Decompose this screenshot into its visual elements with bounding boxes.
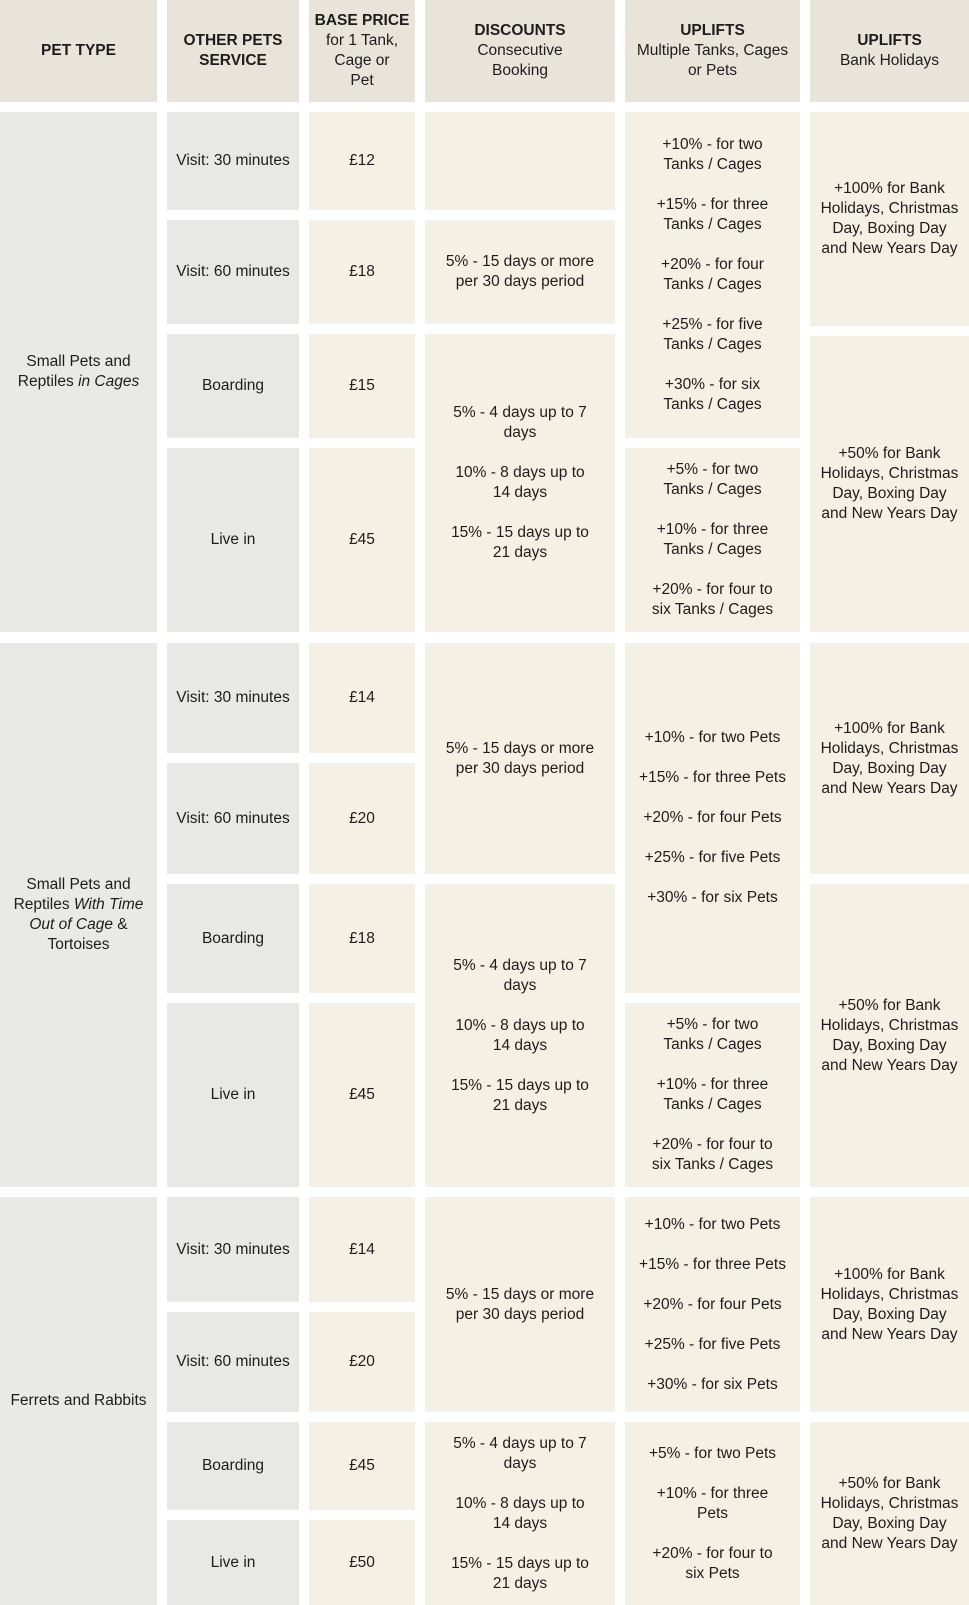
price-value: £45	[349, 1457, 375, 1474]
discount-line: 15% - 15 days up to 21 days	[451, 1076, 589, 1114]
pet-type-text: Small Pets and Reptiles With Time Out of Cage & Tortoises	[13, 876, 144, 953]
uplift-bank-text: +50% for Bank Holidays, Christmas Day, Boxing Day and New Years Day	[820, 445, 959, 522]
uplift-bank-cell	[810, 1197, 969, 1412]
price-cell	[309, 448, 415, 632]
uplift-line: +10% - for two Tanks / Cages	[662, 136, 763, 173]
header-base-price-sub3: Pet	[350, 72, 374, 89]
service-label: Visit: 30 minutes	[176, 152, 290, 169]
uplift-bank-cell	[810, 643, 969, 874]
header-pet-type-title: PET TYPE	[41, 42, 116, 59]
uplift-line: +15% - for three Pets	[639, 769, 786, 786]
pet-type-cell	[0, 112, 157, 632]
header-uplifts-bank-sub1: Bank Holidays	[839, 52, 940, 69]
header-service	[167, 0, 299, 102]
uplift-line: +5% - for two Tanks / Cages	[663, 1016, 762, 1053]
uplift-line: +20% - for four to six Tanks / Cages	[651, 1136, 774, 1173]
price-value: £18	[349, 263, 375, 280]
service-label: Visit: 60 minutes	[176, 809, 290, 827]
service-cell	[167, 643, 299, 753]
price-cell	[309, 1197, 415, 1302]
service-label: Visit: 30 minutes	[176, 1240, 290, 1258]
header-base-price-title: BASE PRICE	[314, 12, 410, 29]
header-pet-type	[0, 0, 157, 102]
discount-line: 15% - 15 days up to 21 days	[451, 524, 589, 561]
service-cell	[167, 1197, 299, 1302]
header-uplifts-bank-title: UPLIFTS	[857, 32, 922, 49]
header-discounts-sub1: Consecutive	[477, 42, 563, 59]
uplift-line: +10% - for three Pets	[656, 1484, 769, 1522]
service-cell	[167, 1312, 299, 1412]
discount-line: 10% - 8 days up to 14 days	[455, 464, 585, 501]
uplift-bank-text: +100% for Bank Holidays, Christmas Day, Boxing Day and New Years Day	[820, 180, 959, 257]
header-discounts-title: DISCOUNTS	[474, 22, 566, 39]
uplift-line: +20% - for four Tanks / Cages	[661, 256, 764, 293]
service-label: Live in	[210, 1086, 256, 1103]
header-base-price-sub1: for 1 Tank,	[325, 32, 399, 49]
discount-line: 5% - 15 days or more	[445, 253, 595, 270]
service-cell	[167, 448, 299, 632]
price-value: £12	[349, 152, 375, 169]
header-discounts	[425, 0, 615, 102]
service-label: Visit: 60 minutes	[176, 1353, 290, 1370]
uplift-multi-cell	[625, 1197, 800, 1412]
price-cell	[309, 763, 415, 874]
discount-line: 5% - 15 days or more	[445, 739, 595, 757]
discount-cell	[425, 1197, 615, 1412]
uplift-multi-cell	[625, 643, 800, 993]
uplift-multi-cell	[625, 1003, 800, 1187]
uplift-bank-cell	[810, 112, 969, 326]
header-discounts-sub2: Booking	[491, 62, 548, 79]
discount-cell-empty	[425, 112, 615, 210]
discount-cell	[425, 1422, 615, 1605]
discount-line: 10% - 8 days up to 14 days	[455, 1016, 585, 1054]
header-uplifts-multi-sub2: or Pets	[687, 62, 738, 79]
price-cell	[309, 220, 415, 324]
uplift-line: +15% - for three Pets	[639, 1255, 786, 1273]
price-value: £20	[349, 809, 375, 827]
header-service-line2: SERVICE	[199, 52, 267, 69]
uplift-bank-text: +100% for Bank Holidays, Christmas Day, Boxing Day and New Years Day	[820, 1265, 959, 1343]
pet-type-text: Ferrets and Rabbits	[10, 1392, 147, 1409]
price-value: £14	[349, 1240, 375, 1258]
price-value: £18	[349, 929, 375, 947]
uplift-line: +15% - for three Tanks / Cages	[656, 196, 769, 233]
price-value: £45	[349, 1086, 375, 1103]
service-cell	[167, 884, 299, 993]
price-cell	[309, 334, 415, 438]
discount-line: 5% - 15 days or more	[445, 1285, 595, 1303]
uplift-line: +30% - for six Pets	[647, 889, 778, 906]
uplift-line: +10% - for two Pets	[644, 1215, 781, 1233]
uplift-line: +30% - for six Tanks / Cages	[663, 376, 762, 413]
uplift-multi-cell	[625, 448, 800, 632]
service-label: Live in	[210, 531, 256, 548]
uplift-line: +5% - for two Tanks / Cages	[663, 461, 762, 498]
price-cell	[309, 884, 415, 993]
uplift-line: +20% - for four Pets	[643, 1295, 782, 1313]
service-label: Boarding	[201, 1457, 265, 1474]
pet-type-cell	[0, 1197, 157, 1605]
uplift-line: +10% - for two Pets	[644, 729, 781, 746]
uplift-bank-cell	[810, 884, 969, 1187]
price-value: £20	[349, 1353, 375, 1370]
service-cell	[167, 1520, 299, 1605]
service-label: Live in	[210, 1553, 256, 1571]
uplift-bank-text: +100% for Bank Holidays, Christmas Day, Boxing Day and New Years Day	[820, 719, 959, 797]
price-cell	[309, 643, 415, 753]
price-value: £50	[349, 1553, 375, 1571]
header-base-price	[309, 0, 415, 102]
discount-line: 5% - 4 days up to 7 days	[453, 404, 587, 441]
service-cell	[167, 1003, 299, 1187]
uplift-bank-cell	[810, 336, 969, 632]
uplift-line: +25% - for five Pets	[644, 849, 781, 866]
discount-line: 15% - 15 days up to 21 days	[451, 1554, 589, 1592]
uplift-line: +10% - for three Tanks / Cages	[656, 1076, 769, 1113]
discount-line: 5% - 4 days up to 7 days	[453, 1434, 587, 1472]
uplift-line: +20% - for four Pets	[643, 809, 782, 826]
pet-type-text: Small Pets and Reptiles in Cages	[17, 353, 140, 390]
service-cell	[167, 763, 299, 874]
pet-type-cell	[0, 643, 157, 1187]
uplift-line: +10% - for three Tanks / Cages	[656, 521, 769, 558]
header-uplifts-multi-sub1: Multiple Tanks, Cages	[636, 42, 789, 59]
service-cell	[167, 1422, 299, 1510]
uplift-line: +25% - for five Pets	[644, 1335, 781, 1353]
uplift-bank-text: +50% for Bank Holidays, Christmas Day, Boxing Day and New Years Day	[820, 996, 959, 1074]
price-value: £45	[349, 531, 375, 548]
discount-cell	[425, 643, 615, 874]
price-value: £15	[349, 377, 375, 394]
header-service-line1: OTHER PETS	[183, 32, 283, 49]
header-uplifts-bank	[810, 0, 969, 102]
uplift-multi-cell	[625, 1422, 800, 1605]
discount-line: 5% - 4 days up to 7 days	[453, 956, 587, 994]
service-label: Visit: 60 minutes	[176, 263, 290, 280]
header-base-price-sub2: Cage or	[334, 52, 390, 69]
price-cell	[309, 1520, 415, 1605]
service-label: Boarding	[201, 377, 265, 394]
header-uplifts-multi	[625, 0, 800, 102]
service-cell	[167, 220, 299, 324]
discount-line: per 30 days period	[455, 273, 585, 290]
price-cell	[309, 1422, 415, 1510]
uplift-line: +20% - for four to six Pets	[652, 1544, 773, 1582]
discount-line: per 30 days period	[455, 1305, 585, 1323]
service-label: Boarding	[201, 929, 265, 947]
uplift-bank-cell	[810, 1422, 969, 1605]
service-cell	[167, 334, 299, 438]
uplift-line: +25% - for five Tanks / Cages	[662, 316, 763, 353]
price-value: £14	[349, 689, 375, 706]
uplift-multi-cell	[625, 112, 800, 438]
service-cell	[167, 112, 299, 210]
price-cell	[309, 1003, 415, 1187]
price-cell	[309, 112, 415, 210]
header-uplifts-multi-title: UPLIFTS	[680, 22, 745, 39]
uplift-bank-text: +50% for Bank Holidays, Christmas Day, Boxing Day and New Years Day	[820, 1474, 959, 1552]
service-label: Visit: 30 minutes	[176, 689, 290, 706]
uplift-line: +5% - for two Pets	[648, 1444, 777, 1462]
discount-line: 10% - 8 days up to 14 days	[455, 1494, 585, 1532]
uplift-line: +30% - for six Pets	[647, 1375, 778, 1393]
discount-cell	[425, 334, 615, 632]
discount-cell	[425, 884, 615, 1187]
discount-line: per 30 days period	[455, 759, 585, 777]
price-cell	[309, 1312, 415, 1412]
uplift-line: +20% - for four to six Tanks / Cages	[651, 581, 774, 618]
discount-cell	[425, 220, 615, 324]
